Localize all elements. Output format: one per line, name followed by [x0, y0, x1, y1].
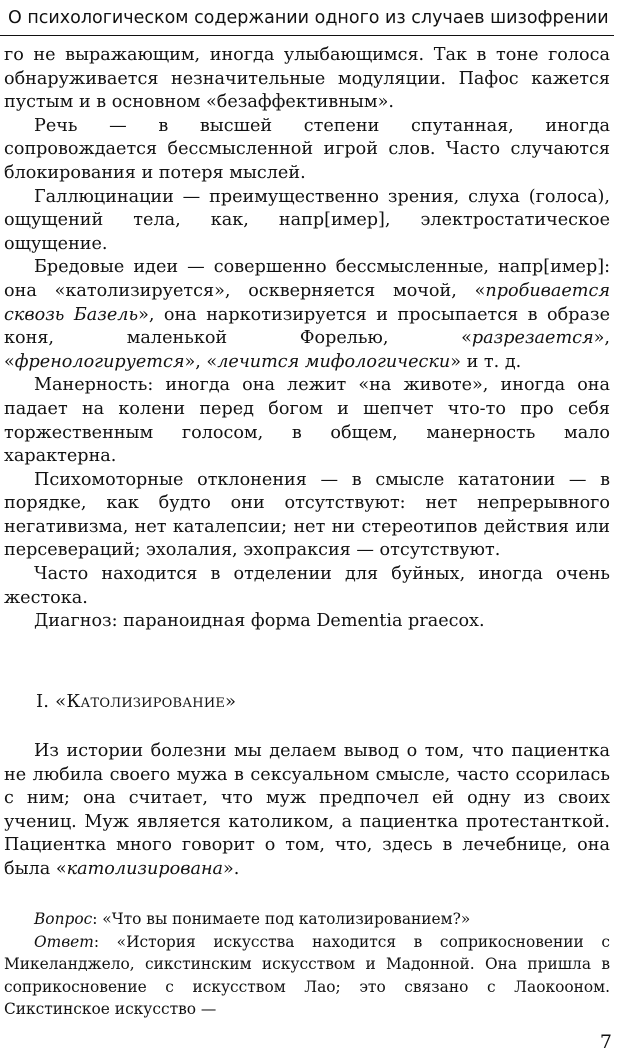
history-text-2: ».	[223, 858, 240, 879]
paragraph-ward: Часто находится в отделении для буйных, иногда очень жестока.	[4, 564, 610, 608]
delusions-text-3: », «	[4, 328, 610, 372]
history-text-1: Из истории болезни мы делаем вывод о том, что пациентка не любила своего мужа в сексуальном смысле, часто ссорилась с ним; она считает, что муж предпочел ей одну из своих учениц. Муж является католиком, а пациентка протестанткой. Пациентка много говорит о том, что, здесь в лечебнице, она была «	[4, 741, 610, 879]
delusions-text-4: », «	[184, 351, 218, 372]
answer-label: Ответ	[34, 932, 94, 951]
answer-text: : «История искусства находится в соприкосновении с Микеланджело, сикстинским искусством и Мадонной. Она пришла в соприкосновение с искусством Лао; это связано с Лаокооном. Сикстинское искусство —	[4, 932, 610, 1018]
section-body	[4, 740, 610, 882]
question-label: Вопрос	[34, 910, 93, 928]
delusions-italic-2: разрезается	[471, 328, 594, 349]
paragraph-speech: Речь — в высшей степени спутанная, иногда сопровождается бессмысленной игрой слов. Часто случаются блокирования и потеря мыслей.	[4, 115, 610, 183]
paragraph-hallucinations: Галлюцинации — преимущественно зрения, слуха (голоса), ощущений тела, как, напр[имер], электростатическое ощущение.	[4, 186, 610, 254]
interview-dialog	[4, 908, 610, 1021]
paragraph-history	[4, 740, 610, 882]
section-heading: I. «Католизирование»	[36, 691, 237, 712]
paragraph-continuation: го не выражающим, иногда улыбающимся. Так в тоне голоса обнаруживается незначительные модуляции. Пафос кажется пустым и в основном «безаффективным».	[4, 45, 610, 113]
case-note-text	[4, 44, 610, 634]
delusions-italic-4: лечится мифологически	[217, 351, 451, 372]
question-text: : «Что вы понимаете под католизированием?»	[92, 910, 471, 928]
paragraph-delusions	[4, 256, 610, 374]
delusions-text-2: », она наркотизируется и просыпается в образе коня, маленькой Форелью, «	[4, 304, 610, 349]
paragraph-mannerism: Манерность: иногда она лежит «на животе», иногда она падает на колени перед богом и шепчет что-то про себя торжественным голосом, в общем, манерность мало характерна.	[4, 375, 610, 467]
header-rule	[0, 35, 614, 36]
history-italic: католизирована	[66, 858, 224, 879]
delusions-italic-1: пробивается сквозь Базель	[4, 280, 610, 325]
paragraph-psychomotor: Психомоторные отклонения — в смысле кататонии — в порядке, как будто они отсутствуют: нет непрерывного негативизма, нет каталепсии; нет ни стереотипов действия или персевераций; эхолалия, эхопраксия — отсутствуют.	[4, 469, 610, 561]
paragraph-diagnosis: Диагноз: параноидная форма Dementia praecox.	[34, 611, 485, 632]
running-header: О психологическом содержании одного из случаев шизофрении	[8, 8, 609, 28]
question-line	[4, 908, 610, 931]
delusions-text-1: Бредовые идеи — совершенно бессмысленные, напр[имер]: она «католизируется», оскверняется мочой, «	[4, 257, 610, 301]
page-number: 7	[599, 1031, 612, 1053]
answer-line	[4, 931, 610, 1021]
delusions-text-5: » и т. д.	[450, 351, 522, 372]
delusions-italic-3: френологируется	[14, 351, 185, 372]
